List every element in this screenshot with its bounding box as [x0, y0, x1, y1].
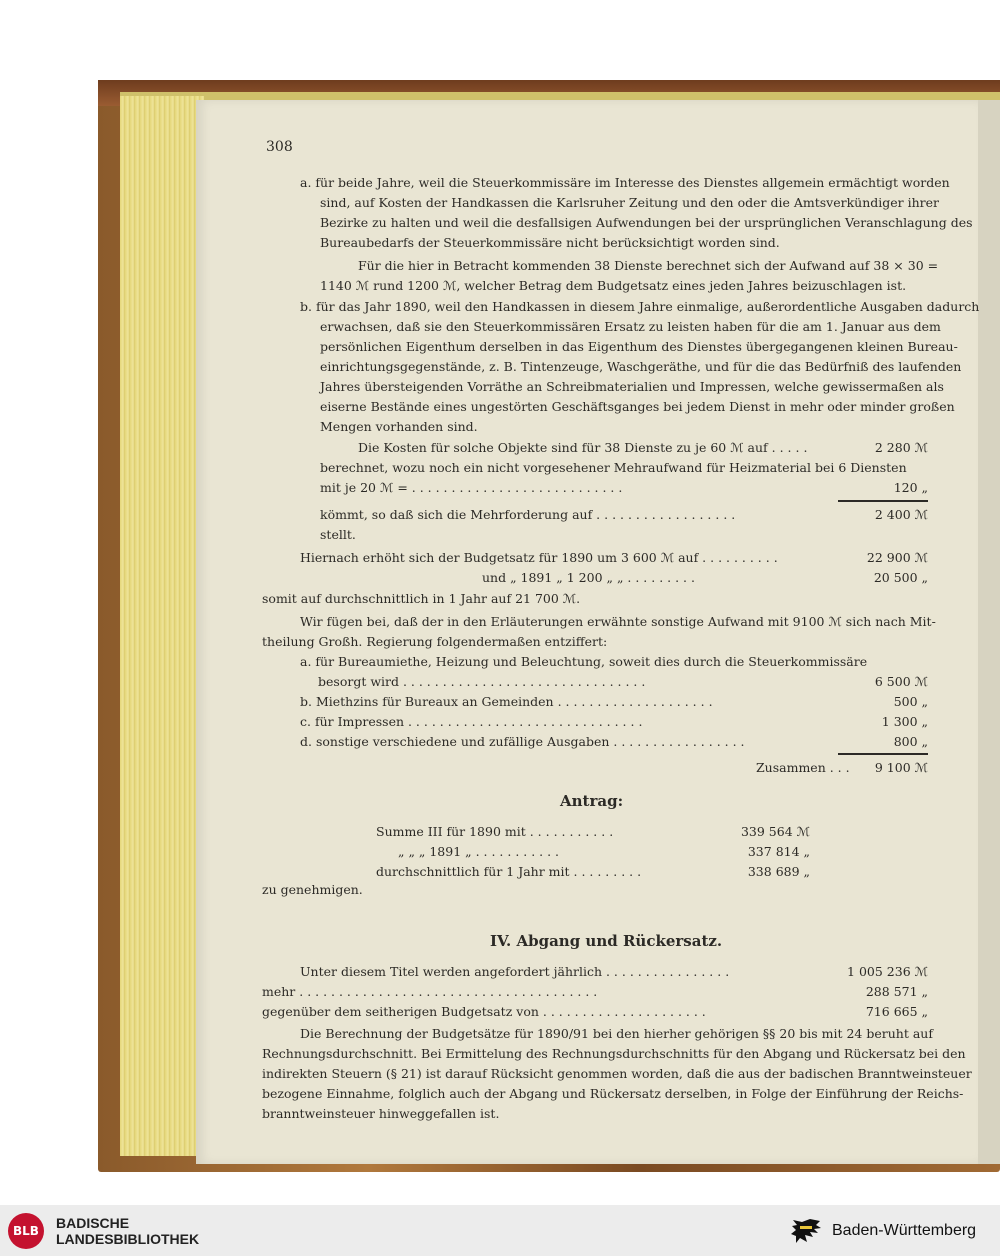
text-line: Unter diesem Titel werden angefordert jährlich . . . . . . . . . . . . . . . . — [300, 964, 730, 979]
text-line: Hiernach erhöht sich der Budgetsatz für 1890 um 3 600 ℳ auf . . . . . . . . . . — [300, 550, 778, 565]
text-line: kömmt, so daß sich die Mehrforderung auf . . . . . . . . . . . . . . . . . . — [320, 507, 736, 522]
amount: 9 100 ℳ — [874, 760, 928, 775]
amount: 6 500 ℳ — [874, 674, 928, 689]
text-line: eiserne Bestände eines ungestörten Geschäftsganges bei jedem Dienst in mehr oder minder großen — [320, 399, 955, 414]
amount: 2 280 ℳ — [874, 440, 928, 455]
library-name-line1: BADISCHE — [56, 1215, 130, 1231]
text-line: 1140 ℳ rund 1200 ℳ, welcher Betrag dem Budgetsatz eines jeden Jahres beizuschlagen ist. — [320, 278, 907, 293]
text-line: c. für Impressen . . . . . . . . . . . . . . . . . . . . . . . . . . . . . . — [300, 714, 643, 729]
amount: 338 689 „ — [747, 864, 810, 879]
text-line: durchschnittlich für 1 Jahr mit . . . . . . . . . — [376, 864, 642, 879]
text-line: Mengen vorhanden sind. — [320, 419, 478, 434]
sum-rule — [838, 500, 928, 502]
text-line: Die Kosten für solche Objekte sind für 38 Dienste zu je 60 ℳ auf . . . . . — [358, 440, 808, 455]
amount: 2 400 ℳ — [874, 507, 928, 522]
text-line: persönlichen Eigenthum derselben in das Eigenthum des Dienstes übergegangenen kleinen Bureau- — [320, 339, 958, 354]
text-line: Rechnungsdurchschnitt. Bei Ermittelung des Rechnungsdurchschnitts für den Abgang und Rückersatz bei den — [262, 1046, 966, 1061]
text-line: mehr . . . . . . . . . . . . . . . . . . . . . . . . . . . . . . . . . . . . . . — [262, 984, 598, 999]
amount: 500 „ — [893, 694, 928, 709]
amount: 800 „ — [893, 734, 928, 749]
amount: 716 665 „ — [865, 1004, 928, 1019]
sum-rule — [838, 753, 928, 755]
amount: 120 „ — [893, 480, 928, 495]
amount: 288 571 „ — [865, 984, 928, 999]
footer-bar — [0, 1205, 1000, 1256]
amount: 1 300 „ — [881, 714, 928, 729]
text-line: d. sonstige verschiedene und zufällige Ausgaben . . . . . . . . . . . . . . . . . — [300, 734, 745, 749]
text-line: besorgt wird . . . . . . . . . . . . . . . . . . . . . . . . . . . . . . . — [318, 674, 646, 689]
state-name[interactable]: Baden-Württemberg — [832, 1222, 977, 1239]
text-line: theilung Großh. Regierung folgendermaßen entziffert: — [262, 634, 608, 649]
text-line: a. für beide Jahre, weil die Steuerkommissäre im Interesse des Dienstes allgemein ermächtigt worden — [300, 175, 950, 190]
text-line: a. für Bureaumiethe, Heizung und Beleuchtung, soweit dies durch die Steuerkommissäre — [300, 654, 868, 669]
amount: 1 005 236 ℳ — [847, 964, 928, 979]
baden-wuerttemberg-emblem-icon — [790, 1216, 824, 1246]
text-line: sind, auf Kosten der Handkassen die Karlsruher Zeitung und den oder die Amtsverkündiger ihrer — [320, 195, 940, 210]
page-number: 308 — [266, 139, 293, 155]
text-line: stellt. — [320, 527, 356, 542]
text-line: somit auf durchschnittlich in 1 Jahr auf 21 700 ℳ. — [262, 591, 581, 606]
library-name[interactable] — [56, 1215, 199, 1247]
text-line: branntweinsteuer hinweggefallen ist. — [262, 1106, 500, 1121]
text-line: zu genehmigen. — [262, 882, 363, 897]
text-line: Jahres übersteigenden Vorräthe an Schreibmaterialien und Impressen, welche gewissermaßen als — [320, 379, 944, 394]
text-line: bezogene Einnahme, folglich auch der Abgang und Rückersatz derselben, in Folge der Einführung der Reichs- — [262, 1086, 964, 1101]
text-line: erwachsen, daß sie den Steuerkommissären Ersatz zu leisten haben für die am 1. Januar aus dem — [320, 319, 941, 334]
amount: 337 814 „ — [747, 844, 810, 859]
library-name-line2: LANDESBIBLIOTHEK — [56, 1231, 200, 1247]
text-line: b. für das Jahr 1890, weil den Handkassen in diesem Jahre einmalige, außerordentliche Ausgaben dadurch — [300, 299, 980, 314]
text-line: Bezirke zu halten und weil die desfallsigen Aufwendungen bei der ursprünglichen Veranschlagung des — [320, 215, 973, 230]
total-label: Zusammen . . . — [756, 760, 850, 775]
text-line: mit je 20 ℳ = . . . . . . . . . . . . . . . . . . . . . . . . . . . — [320, 480, 623, 495]
text-line: Für die hier in Betracht kommenden 38 Dienste berechnet sich der Aufwand auf 38 × 30 = — [358, 258, 939, 273]
text-line: „ „ „ 1891 „ . . . . . . . . . . . — [398, 844, 560, 859]
text-line: Summe III für 1890 mit . . . . . . . . . . . — [376, 824, 614, 839]
section-heading: IV. Abgang und Rückersatz. — [490, 932, 723, 950]
text-line: und „ 1891 „ 1 200 „ „ . . . . . . . . . — [482, 570, 695, 585]
text-line: Die Berechnung der Budgetsätze für 1890/91 bei den hierher gehörigen §§ 20 bis mit 24 beruht auf — [300, 1026, 933, 1041]
amount: 20 500 „ — [873, 570, 928, 585]
text-line: b. Miethzins für Bureaux an Gemeinden . . . . . . . . . . . . . . . . . . . . — [300, 694, 713, 709]
amount: 339 564 ℳ — [740, 824, 810, 839]
amount: 22 900 ℳ — [866, 550, 928, 565]
heading-antrag: Antrag: — [560, 792, 624, 810]
text-line: indirekten Steuern (§ 21) ist darauf Rücksicht genommen worden, daß die aus der badischen Branntweinsteuer — [262, 1066, 972, 1081]
text-line: einrichtungsgegenstände, z. B. Tintenzeuge, Waschgeräthe, und für die das Bedürfniß des laufenden — [320, 359, 962, 374]
text-line: gegenüber dem seitherigen Budgetsatz von . . . . . . . . . . . . . . . . . . . . . — [262, 1004, 706, 1019]
blb-logo[interactable]: BLB — [8, 1213, 44, 1249]
page-edges — [120, 96, 204, 1156]
text-line: Wir fügen bei, daß der in den Erläuterungen erwähnte sonstige Aufwand mit 9100 ℳ sich nach Mit- — [300, 614, 936, 629]
text-line: Bureaubedarfs der Steuerkommissäre nicht berücksichtigt worden sind. — [320, 235, 780, 250]
text-line: berechnet, wozu noch ein nicht vorgesehener Mehraufwand für Heizmaterial bei 6 Diensten — [320, 460, 907, 475]
